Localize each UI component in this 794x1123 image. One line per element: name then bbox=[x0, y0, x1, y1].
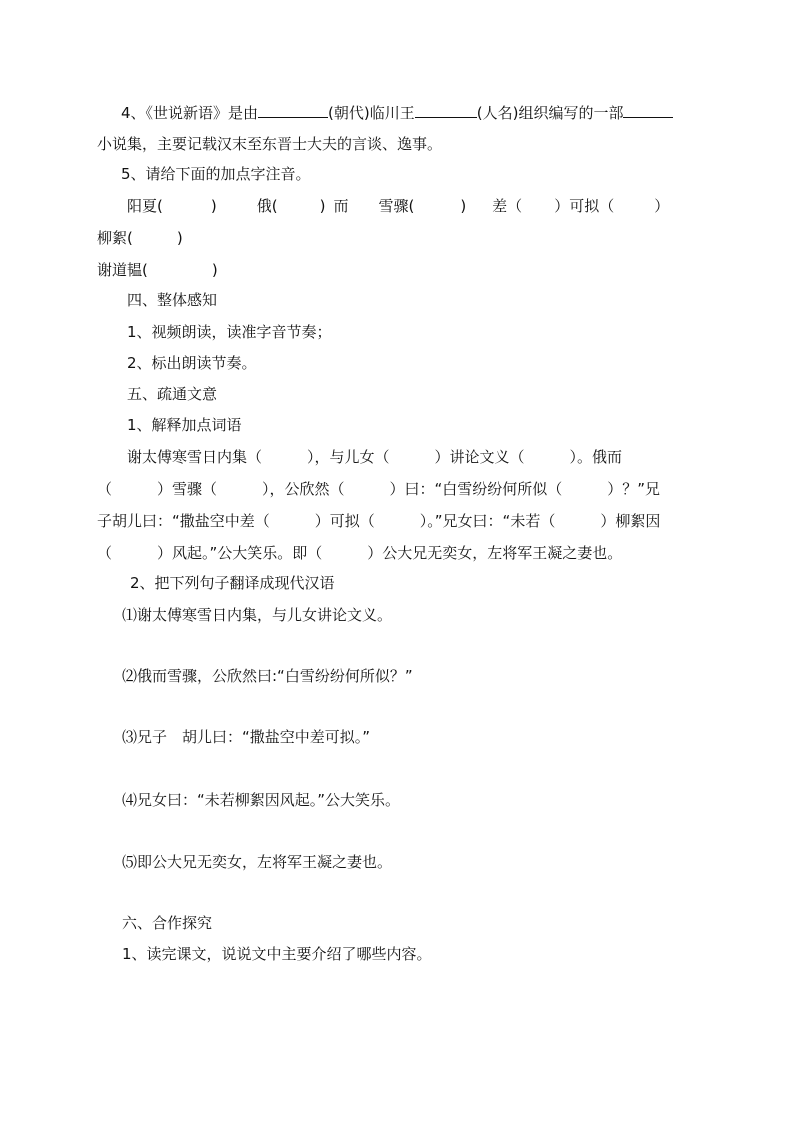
pinyin-w2-after: 而 bbox=[333, 197, 349, 215]
section4-item-2 bbox=[127, 353, 257, 373]
blank-genre[interactable] bbox=[623, 102, 673, 118]
section6-title bbox=[122, 913, 212, 933]
passage-line-1 bbox=[127, 447, 622, 467]
section5-sub2-title bbox=[130, 573, 335, 593]
pinyin-w4-mid: ）可拟（ bbox=[554, 197, 615, 215]
pinyin-w3-label: 雪骤( bbox=[378, 197, 415, 215]
passage-line-2 bbox=[97, 479, 660, 499]
q4-line1 bbox=[121, 102, 673, 123]
pinyin-w1-label: 阳夏( bbox=[127, 197, 163, 215]
translate-sentence-4-text: ⑷兄女曰：“未若柳絮因风起。”公大笑乐。 bbox=[122, 791, 401, 809]
pinyin-w5-close: ) bbox=[176, 229, 183, 247]
section4-item-2-text: 2、标出朗读节奏。 bbox=[127, 354, 257, 372]
section6-item-1-text: 1、读完课文，说说文中主要介绍了哪些内容。 bbox=[122, 945, 432, 963]
translate-sentence-2 bbox=[122, 666, 413, 686]
translate-sentence-4 bbox=[122, 790, 400, 810]
blank-name[interactable] bbox=[415, 102, 477, 118]
translate-sentence-5 bbox=[122, 852, 392, 872]
q4-prefix: 4、《世说新语》是由 bbox=[121, 104, 259, 122]
pinyin-w3-close: ) bbox=[460, 197, 467, 215]
passage-line-4 bbox=[97, 543, 622, 563]
pinyin-w2-label: 俄( bbox=[256, 197, 278, 215]
passage-line-3 bbox=[97, 511, 660, 531]
section5-title bbox=[127, 384, 217, 404]
section5-sub1-title-text: 1、解释加点词语 bbox=[127, 416, 242, 434]
pinyin-w5-label: 柳絮( bbox=[97, 229, 133, 247]
q5-title-text: 5、请给下面的加点字注音。 bbox=[121, 165, 311, 183]
pinyin-w6-label: 谢道韫( bbox=[97, 261, 148, 279]
pinyin-w1-close: ) bbox=[210, 197, 217, 215]
q4-line2 bbox=[97, 134, 442, 154]
passage-line-2-text: （ ）雪骤（ ），公欣然（ ）曰：“白雪纷纷何所似（ ）？”兄 bbox=[97, 480, 661, 498]
translate-sentence-2-text: ⑵俄而雪骤，公欣然曰:“白雪纷纷何所似？” bbox=[122, 667, 413, 685]
pinyin-w4-end: ） bbox=[654, 197, 670, 215]
section4-title-text: 四、整体感知 bbox=[127, 291, 218, 309]
q5-row3 bbox=[97, 260, 218, 280]
passage-line-1-text: 谢太傅寒雪日内集（ ），与儿女（ ）讲论文义（ ）。俄而 bbox=[127, 448, 623, 466]
section5-sub1-title bbox=[127, 415, 242, 435]
section6-title-text: 六、合作探究 bbox=[122, 914, 213, 932]
section4-item-1 bbox=[127, 322, 332, 342]
q4-note-dynasty: (朝代)临川王 bbox=[328, 104, 415, 122]
q5-row1 bbox=[127, 196, 669, 216]
section6-item-1 bbox=[122, 944, 432, 964]
translate-sentence-1-text: ⑴谢太傅寒雪日内集，与儿女讲论文义。 bbox=[122, 606, 393, 624]
translate-sentence-3-text: ⑶兄子 胡儿曰：“撒盐空中差可拟。” bbox=[122, 728, 371, 746]
section4-title bbox=[127, 290, 217, 310]
q5-title bbox=[121, 164, 311, 184]
q4-note-name: (人名)组织编写的一部 bbox=[476, 104, 624, 122]
translate-sentence-3 bbox=[122, 727, 370, 747]
pinyin-w4-label: 差（ bbox=[492, 197, 523, 215]
pinyin-w6-close: ) bbox=[211, 261, 218, 279]
q5-row2 bbox=[97, 228, 183, 248]
section5-sub2-title-text: 2、把下列句子翻译成现代汉语 bbox=[130, 574, 335, 592]
section4-item-1-text: 1、视频朗读，读准字音节奏； bbox=[127, 323, 332, 341]
pinyin-w2-close: ) bbox=[319, 197, 326, 215]
q4-text: 小说集，主要记载汉末至东晋士大夫的言谈、逸事。 bbox=[97, 135, 443, 153]
section5-title-text: 五、疏通文意 bbox=[127, 385, 218, 403]
translate-sentence-1 bbox=[122, 605, 392, 625]
blank-dynasty[interactable] bbox=[258, 102, 328, 118]
translate-sentence-5-text: ⑸即公大兄无奕女，左将军王凝之妻也。 bbox=[122, 853, 393, 871]
passage-line-3-text: 子胡儿曰：“撒盐空中差（ ）可拟（ ）。”兄女曰：“未若（ ）柳絮因 bbox=[97, 512, 661, 530]
passage-line-4-text: （ ）风起。”公大笑乐。即（ ）公大兄无奕女，左将军王凝之妻也。 bbox=[97, 544, 623, 562]
